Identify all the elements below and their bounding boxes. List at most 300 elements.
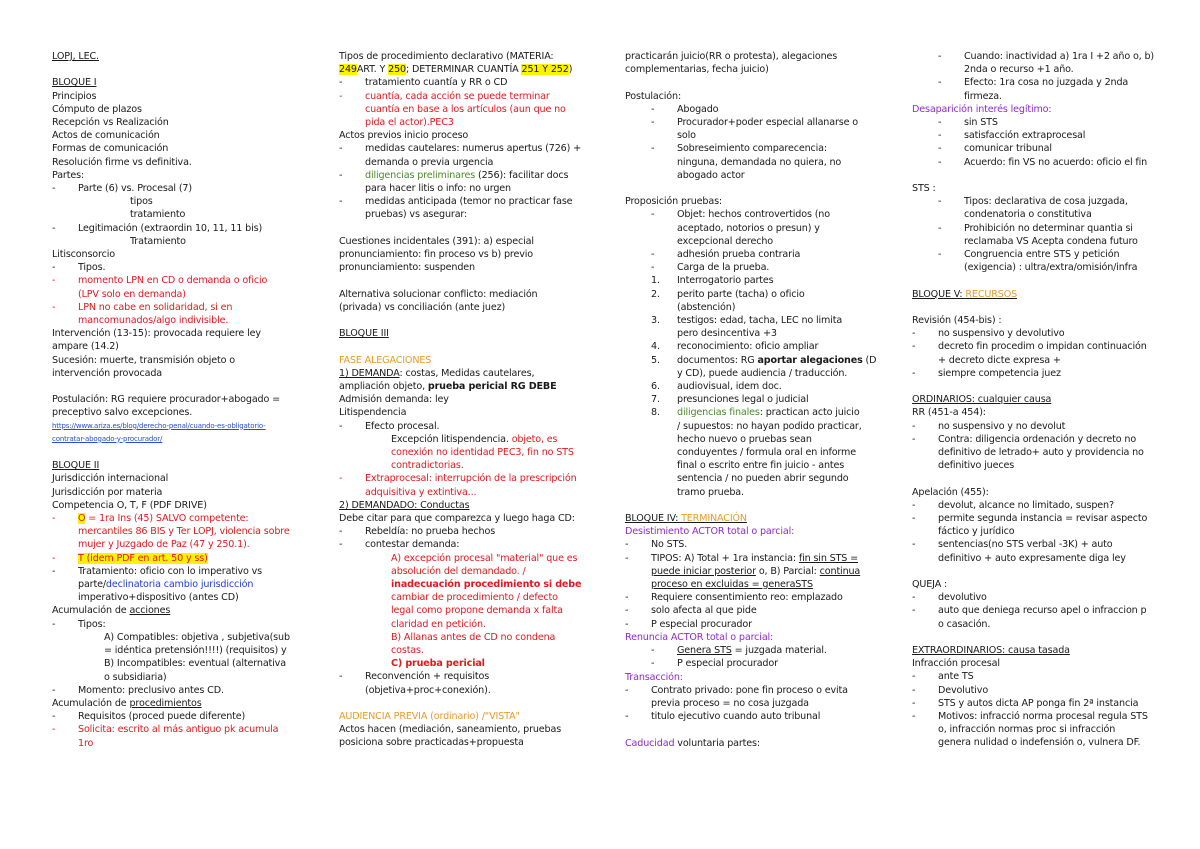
- text-run: fáctico y jurídico: [938, 526, 1015, 538]
- text-line: [339, 288, 584, 301]
- text-line: [52, 327, 297, 340]
- text-run: reconocimiento: oficio ampliar: [677, 341, 819, 353]
- bullet-marker: -: [339, 169, 343, 181]
- text-line: [52, 723, 297, 736]
- text-line: [625, 723, 880, 736]
- text-line: [52, 552, 297, 565]
- text-line: [52, 459, 297, 472]
- text-run: aceptado, notorios o presun) y: [677, 222, 820, 234]
- bullet-marker: -: [651, 209, 655, 221]
- bullet-marker: -: [339, 526, 343, 538]
- text-run: C) prueba pericial: [391, 658, 485, 670]
- text-line: [52, 671, 297, 684]
- bullet-marker: -: [912, 711, 916, 723]
- text-run: FASE ALEGACIONES: [339, 354, 432, 366]
- text-run: posiciona sobre practicadas+propuesta: [339, 737, 524, 749]
- text-run: Litisconsorcio: [52, 249, 115, 261]
- text-run: 2nda o recurso +1 año.: [964, 64, 1074, 76]
- text-run: reclamaba VS Acepta condena futuro: [964, 235, 1138, 247]
- text-run: fin sin STS =: [798, 552, 859, 564]
- text-line: [625, 697, 880, 710]
- text-line: [52, 261, 297, 274]
- text-line: [339, 354, 584, 367]
- text-run: perito parte (tacha) o oficio: [677, 288, 805, 300]
- text-line: [912, 340, 1182, 353]
- text-line: [52, 129, 297, 142]
- text-run: pida el actor).PEC3: [365, 117, 454, 129]
- text-run: puede iniciar posterior: [651, 565, 756, 577]
- text-line: [52, 50, 297, 63]
- text-line: [625, 406, 880, 419]
- text-line: [52, 288, 297, 301]
- text-line: [625, 618, 880, 631]
- text-line: [625, 657, 880, 670]
- text-run: o subsidiaria): [104, 671, 167, 683]
- text-line: [339, 235, 584, 248]
- text-line: [52, 314, 297, 327]
- bullet-marker: -: [938, 130, 942, 142]
- text-line: [52, 486, 297, 499]
- text-line: [625, 710, 880, 723]
- text-run: Cuando: inactividad a) 1ra I +2 año o, b): [964, 51, 1155, 62]
- text-run: genera nulidad o indefensión o, vulnera DF.: [938, 737, 1141, 749]
- text-line: [625, 103, 880, 116]
- text-run: pero desincentiva +3: [677, 328, 777, 340]
- bullet-marker: -: [52, 275, 56, 287]
- text-line: [52, 380, 297, 393]
- text-line: [52, 274, 297, 287]
- text-run: STS :: [912, 183, 936, 195]
- text-line: [339, 552, 584, 565]
- text-line: [625, 50, 880, 63]
- text-line: [339, 670, 584, 683]
- text-run: Rebeldía: no prueba hechos: [365, 526, 496, 538]
- text-line: [339, 261, 584, 274]
- text-line: [912, 248, 1182, 261]
- text-line: [339, 156, 584, 169]
- text-run: Abogado: [677, 103, 719, 115]
- text-line: [912, 723, 1182, 736]
- text-run: TIPOS: A) Total + 1ra instancia:: [651, 552, 799, 564]
- text-line: [912, 670, 1182, 683]
- text-run: Apelación (455):: [912, 486, 989, 498]
- text-run: diligencias finales: [677, 407, 760, 419]
- text-run: cambiar de procedimiento / defecto: [391, 592, 558, 604]
- bullet-marker: -: [938, 222, 942, 234]
- text-run: Proposición pruebas:: [625, 196, 722, 208]
- text-line: [52, 90, 297, 103]
- text-run: Prohibición no determinar quantia si: [964, 222, 1133, 234]
- text-line: [625, 208, 880, 221]
- text-line: [912, 512, 1182, 525]
- text-run: condenatoria o constitutiva: [964, 209, 1092, 221]
- text-run: Alternativa solucionar conflicto: mediación: [339, 288, 538, 300]
- text-run: satisfacción extraprocesal: [964, 130, 1086, 142]
- text-line: [625, 142, 880, 155]
- text-run: (256): facilitar docs: [475, 169, 569, 181]
- column-3: [625, 50, 880, 750]
- text-line: [52, 76, 297, 89]
- text-run: BLOQUE V:: [912, 288, 966, 300]
- text-line: [339, 222, 584, 235]
- text-run: tipos: [130, 196, 153, 208]
- text-line: [625, 737, 880, 750]
- text-line: [52, 697, 297, 710]
- text-run: LPN no cabe en solidaridad, si en: [78, 301, 233, 313]
- text-line: [625, 182, 880, 195]
- text-run: 250: [388, 64, 406, 76]
- text-line: [912, 274, 1182, 287]
- column-4: [912, 50, 1182, 750]
- text-run: ninguna, demandada no quiera, no: [677, 156, 842, 168]
- text-line: [625, 631, 880, 644]
- text-run: proceso en excluidas = generaSTS: [651, 579, 813, 591]
- text-line: [625, 591, 880, 604]
- text-line: [339, 406, 584, 419]
- text-line: [625, 116, 880, 129]
- bullet-marker: -: [52, 684, 56, 696]
- text-run: Actos de comunicación: [52, 130, 160, 142]
- bullet-marker: -: [651, 249, 655, 261]
- text-line: [52, 142, 297, 155]
- text-line: [52, 116, 297, 129]
- text-line: [912, 195, 1182, 208]
- text-run: auto que deniega recurso apel o infraccion p: [938, 605, 1147, 617]
- text-run: contestar demanda:: [365, 539, 460, 551]
- text-line: [52, 565, 297, 578]
- text-line: [52, 235, 297, 248]
- bullet-marker: -: [912, 433, 916, 445]
- bullet-marker: 2.: [651, 288, 660, 300]
- text-line: [339, 486, 584, 499]
- text-line: [912, 222, 1182, 235]
- text-run: tratamiento: [130, 209, 186, 221]
- text-run: Desistimiento ACTOR total o parcial:: [625, 526, 795, 538]
- text-line: [339, 380, 584, 393]
- text-line: [339, 472, 584, 485]
- text-line: [625, 261, 880, 274]
- text-run: contratar-abogado-y-procurador/: [52, 434, 163, 443]
- text-line: [339, 274, 584, 287]
- text-line: [339, 736, 584, 749]
- bullet-marker: -: [912, 697, 916, 709]
- text-line: [52, 195, 297, 208]
- text-run: cuantía, cada acción se puede terminar: [365, 90, 550, 102]
- text-run: ; DETERMINAR CUANTÍA: [405, 64, 522, 76]
- text-line: [625, 552, 880, 565]
- text-line: [912, 459, 1182, 472]
- bullet-marker: -: [938, 143, 942, 155]
- text-line: [339, 604, 584, 617]
- text-line: [52, 208, 297, 221]
- bullet-marker: -: [52, 565, 56, 577]
- text-run: Procurador+poder especial allanarse o: [677, 117, 858, 128]
- text-run: conduyentes / formula oral en informe: [677, 447, 856, 459]
- text-run: Jurisdicción internacional: [52, 473, 169, 485]
- text-line: [912, 169, 1182, 182]
- text-line: [912, 710, 1182, 723]
- text-run: intervención provocada: [52, 367, 163, 379]
- text-run: Parte (6) vs. Procesal (7): [78, 183, 192, 195]
- text-run: Jurisdicción por materia: [52, 486, 163, 498]
- text-line: [52, 604, 297, 617]
- text-line: [625, 499, 880, 512]
- text-run: no suspensivo y no devolut: [938, 420, 1066, 432]
- text-line: [339, 644, 584, 657]
- text-run: aportar alegaciones: [757, 354, 863, 366]
- text-line: [912, 684, 1182, 697]
- bullet-marker: -: [625, 684, 629, 696]
- text-run: preceptivo salvo excepciones.: [52, 407, 193, 419]
- text-run: demanda o previa urgencia: [365, 156, 494, 168]
- text-line: [912, 420, 1182, 433]
- text-line: [52, 63, 297, 76]
- text-run: QUEJA :: [912, 579, 948, 591]
- text-run: no suspensivo y devolutivo: [938, 328, 1065, 340]
- text-run: comunicar tribunal: [964, 143, 1052, 155]
- text-run: (exigencia) : ultra/extra/omisión/infra: [964, 262, 1138, 274]
- text-run: A) Compatibles: objetiva , subjetiva(sub: [104, 631, 290, 643]
- text-line: [912, 142, 1182, 155]
- text-run: Actos hacen (mediación, saneamiento, pruebas: [339, 724, 562, 736]
- text-line: [339, 195, 584, 208]
- text-run: Solicita: escrito al más antiguo pk acumula: [78, 724, 279, 736]
- text-run: o casación.: [938, 618, 991, 630]
- text-run: 249: [339, 64, 357, 76]
- text-run: devolutivo: [938, 592, 987, 604]
- text-run: parte/: [78, 579, 106, 591]
- text-line: [339, 433, 584, 446]
- text-run: objeto, es: [511, 433, 558, 445]
- text-run: tratamiento cuantía y RR o CD: [365, 77, 508, 89]
- text-run: Admisión demanda: ley: [339, 394, 449, 406]
- bullet-marker: -: [912, 513, 916, 525]
- text-line: [52, 618, 297, 631]
- text-run: Efecto procesal.: [365, 420, 440, 432]
- text-run: sentencias(no STS verbal -3K) + auto: [938, 539, 1113, 551]
- bullet-marker: -: [52, 724, 56, 736]
- text-run: Litispendencia: [339, 407, 407, 419]
- text-line: [625, 156, 880, 169]
- text-run: No STS.: [651, 539, 688, 551]
- text-line: [625, 525, 880, 538]
- text-line: [339, 182, 584, 195]
- text-run: procedimientos: [129, 697, 202, 709]
- text-line: [912, 736, 1182, 749]
- text-line: [912, 565, 1182, 578]
- text-run: (LPV solo en demanda): [78, 288, 186, 300]
- bullet-marker: -: [938, 249, 942, 261]
- text-line: [52, 591, 297, 604]
- column-2: [339, 50, 584, 750]
- bullet-marker: -: [651, 658, 655, 670]
- text-run: Legitimación (extraordin 10, 11, 11 bis): [78, 222, 263, 234]
- text-line: [339, 90, 584, 103]
- text-run: ampliación objeto,: [339, 381, 428, 393]
- text-line: [339, 314, 584, 327]
- text-line: [52, 578, 297, 591]
- bullet-marker: -: [912, 420, 916, 432]
- text-run: Requiere consentimiento reo: emplazado: [651, 592, 843, 604]
- text-run: BLOQUE IV:: [625, 513, 682, 525]
- text-run: Tipos: declarativa de cosa juzgada,: [964, 196, 1128, 208]
- text-run: solo: [677, 130, 696, 142]
- text-line: [912, 631, 1182, 644]
- text-line: [912, 129, 1182, 142]
- bullet-marker: -: [52, 301, 56, 313]
- text-line: [52, 512, 297, 525]
- text-run: medidas anticipada (temor no practicar fase: [365, 196, 573, 208]
- text-line: [339, 710, 584, 723]
- text-line: [625, 195, 880, 208]
- text-line: [339, 459, 584, 472]
- text-run: devolut, alcance no limitado, suspen?: [938, 499, 1114, 511]
- text-line: [52, 446, 297, 459]
- text-line: [625, 129, 880, 142]
- text-line: [339, 591, 584, 604]
- text-line: [912, 472, 1182, 485]
- text-line: [52, 156, 297, 169]
- bullet-marker: -: [625, 711, 629, 723]
- text-line: [912, 235, 1182, 248]
- text-line: [339, 538, 584, 551]
- text-run: decreto fin procedim o impidan continuación: [938, 341, 1147, 353]
- text-line: [339, 103, 584, 116]
- text-line: [912, 697, 1182, 710]
- text-line: [339, 208, 584, 221]
- text-run: Formas de comunicación: [52, 143, 169, 155]
- text-line: [912, 367, 1182, 380]
- text-line: [912, 116, 1182, 129]
- text-run: Interrogatorio partes: [677, 275, 774, 287]
- text-line: [339, 657, 584, 670]
- text-line: [625, 420, 880, 433]
- text-line: [52, 182, 297, 195]
- text-run: Sobreseimiento comparecencia:: [677, 143, 827, 155]
- text-run: previa proceso = no cosa juzgada: [651, 697, 809, 709]
- text-line: [625, 301, 880, 314]
- bullet-marker: -: [52, 262, 56, 274]
- text-run: complementarias, fecha juicio): [625, 64, 769, 76]
- bullet-marker: 6.: [651, 381, 660, 393]
- text-run: BLOQUE I: [52, 77, 97, 89]
- text-line: [339, 723, 584, 736]
- text-line: [52, 222, 297, 235]
- text-run: Desaparición interés legítimo:: [912, 103, 1052, 115]
- text-line: [625, 393, 880, 406]
- text-line: [339, 63, 584, 76]
- text-line: [912, 552, 1182, 565]
- bullet-marker: -: [651, 645, 655, 657]
- text-run: B) Incompatibles: eventual (alternativa: [104, 658, 286, 670]
- column-1: [52, 50, 297, 750]
- text-line: [52, 710, 297, 723]
- text-run: Reconvención + requisitos: [365, 671, 490, 683]
- text-line: [52, 340, 297, 353]
- bullet-marker: -: [651, 103, 655, 115]
- text-line: [339, 327, 584, 340]
- bullet-marker: -: [912, 499, 916, 511]
- text-run: audiovisual, idem doc.: [677, 381, 782, 393]
- bullet-marker: -: [339, 473, 343, 485]
- text-run: momento LPN en CD o demanda o oficio: [78, 275, 268, 287]
- text-run: excepcional derecho: [677, 235, 773, 247]
- bullet-marker: -: [52, 222, 56, 234]
- text-run: Tipos:: [78, 618, 106, 630]
- text-line: [625, 274, 880, 287]
- text-run: Principios: [52, 90, 97, 102]
- text-line: [52, 420, 297, 433]
- text-run: prueba pericial RG DEBE: [427, 381, 557, 393]
- text-run: mancomunados/algo indivisible.: [78, 315, 229, 327]
- text-line: [912, 644, 1182, 657]
- text-line: [339, 142, 584, 155]
- bullet-marker: -: [625, 552, 629, 564]
- text-line: [339, 301, 584, 314]
- text-run: contradictorias.: [391, 460, 464, 472]
- text-line: [912, 327, 1182, 340]
- text-line: [625, 367, 880, 380]
- text-line: [339, 499, 584, 512]
- text-run: Renuncia ACTOR total o parcial:: [625, 631, 774, 643]
- text-run: firmeza.: [964, 90, 1002, 102]
- text-run: pruebas) vs asegurar:: [365, 209, 468, 221]
- text-line: [625, 486, 880, 499]
- text-line: [912, 76, 1182, 89]
- bullet-marker: -: [651, 117, 655, 128]
- text-run: declinatoria cambio jurisdicción: [105, 579, 254, 591]
- text-line: [339, 446, 584, 459]
- bullet-marker: -: [52, 552, 56, 564]
- text-run: Acuerdo: fin VS no acuerdo: oficio el fin: [964, 156, 1148, 168]
- bullet-marker: -: [938, 156, 942, 168]
- text-run: voluntaria partes:: [674, 737, 760, 749]
- text-run: (D: [862, 354, 877, 366]
- text-line: [912, 63, 1182, 76]
- text-line: [625, 538, 880, 551]
- bullet-marker: -: [912, 592, 916, 604]
- text-line: [625, 235, 880, 248]
- text-line: [912, 301, 1182, 314]
- bullet-marker: -: [625, 592, 629, 604]
- bullet-marker: -: [938, 51, 942, 62]
- bullet-marker: -: [912, 539, 916, 551]
- text-run: presunciones legal o judicial: [677, 394, 809, 406]
- text-line: [339, 565, 584, 578]
- text-line: [912, 657, 1182, 670]
- text-line: [912, 314, 1182, 327]
- text-run: definitivo jueces: [938, 460, 1015, 472]
- text-run: 1ro: [78, 737, 94, 749]
- text-run: hecho nuevo o pruebas sean: [677, 433, 812, 445]
- text-run: Tipos de procedimiento declarativo (MATERIA:: [339, 51, 554, 62]
- text-line: [912, 182, 1182, 195]
- text-line: [625, 459, 880, 472]
- bullet-marker: -: [339, 143, 343, 155]
- bullet-marker: -: [339, 196, 343, 208]
- text-line: [625, 354, 880, 367]
- text-run: cuantía en base a los artículos (aun que no: [365, 103, 566, 115]
- text-run: Acumulación de: [52, 697, 130, 709]
- text-run: 1) DEMANDA: [339, 367, 400, 379]
- text-line: [52, 499, 297, 512]
- text-run: practicarán juicio(RR o protesta), alegaciones: [625, 51, 838, 62]
- text-run: Cuestiones incidentales (391): a) especial: [339, 235, 534, 247]
- text-run: costas.: [391, 645, 424, 657]
- text-line: [625, 512, 880, 525]
- text-run: = idéntica pretensión!!!!) (requisitos) y: [104, 645, 287, 657]
- text-run: imperativo+dispositivo (antes CD): [78, 592, 239, 604]
